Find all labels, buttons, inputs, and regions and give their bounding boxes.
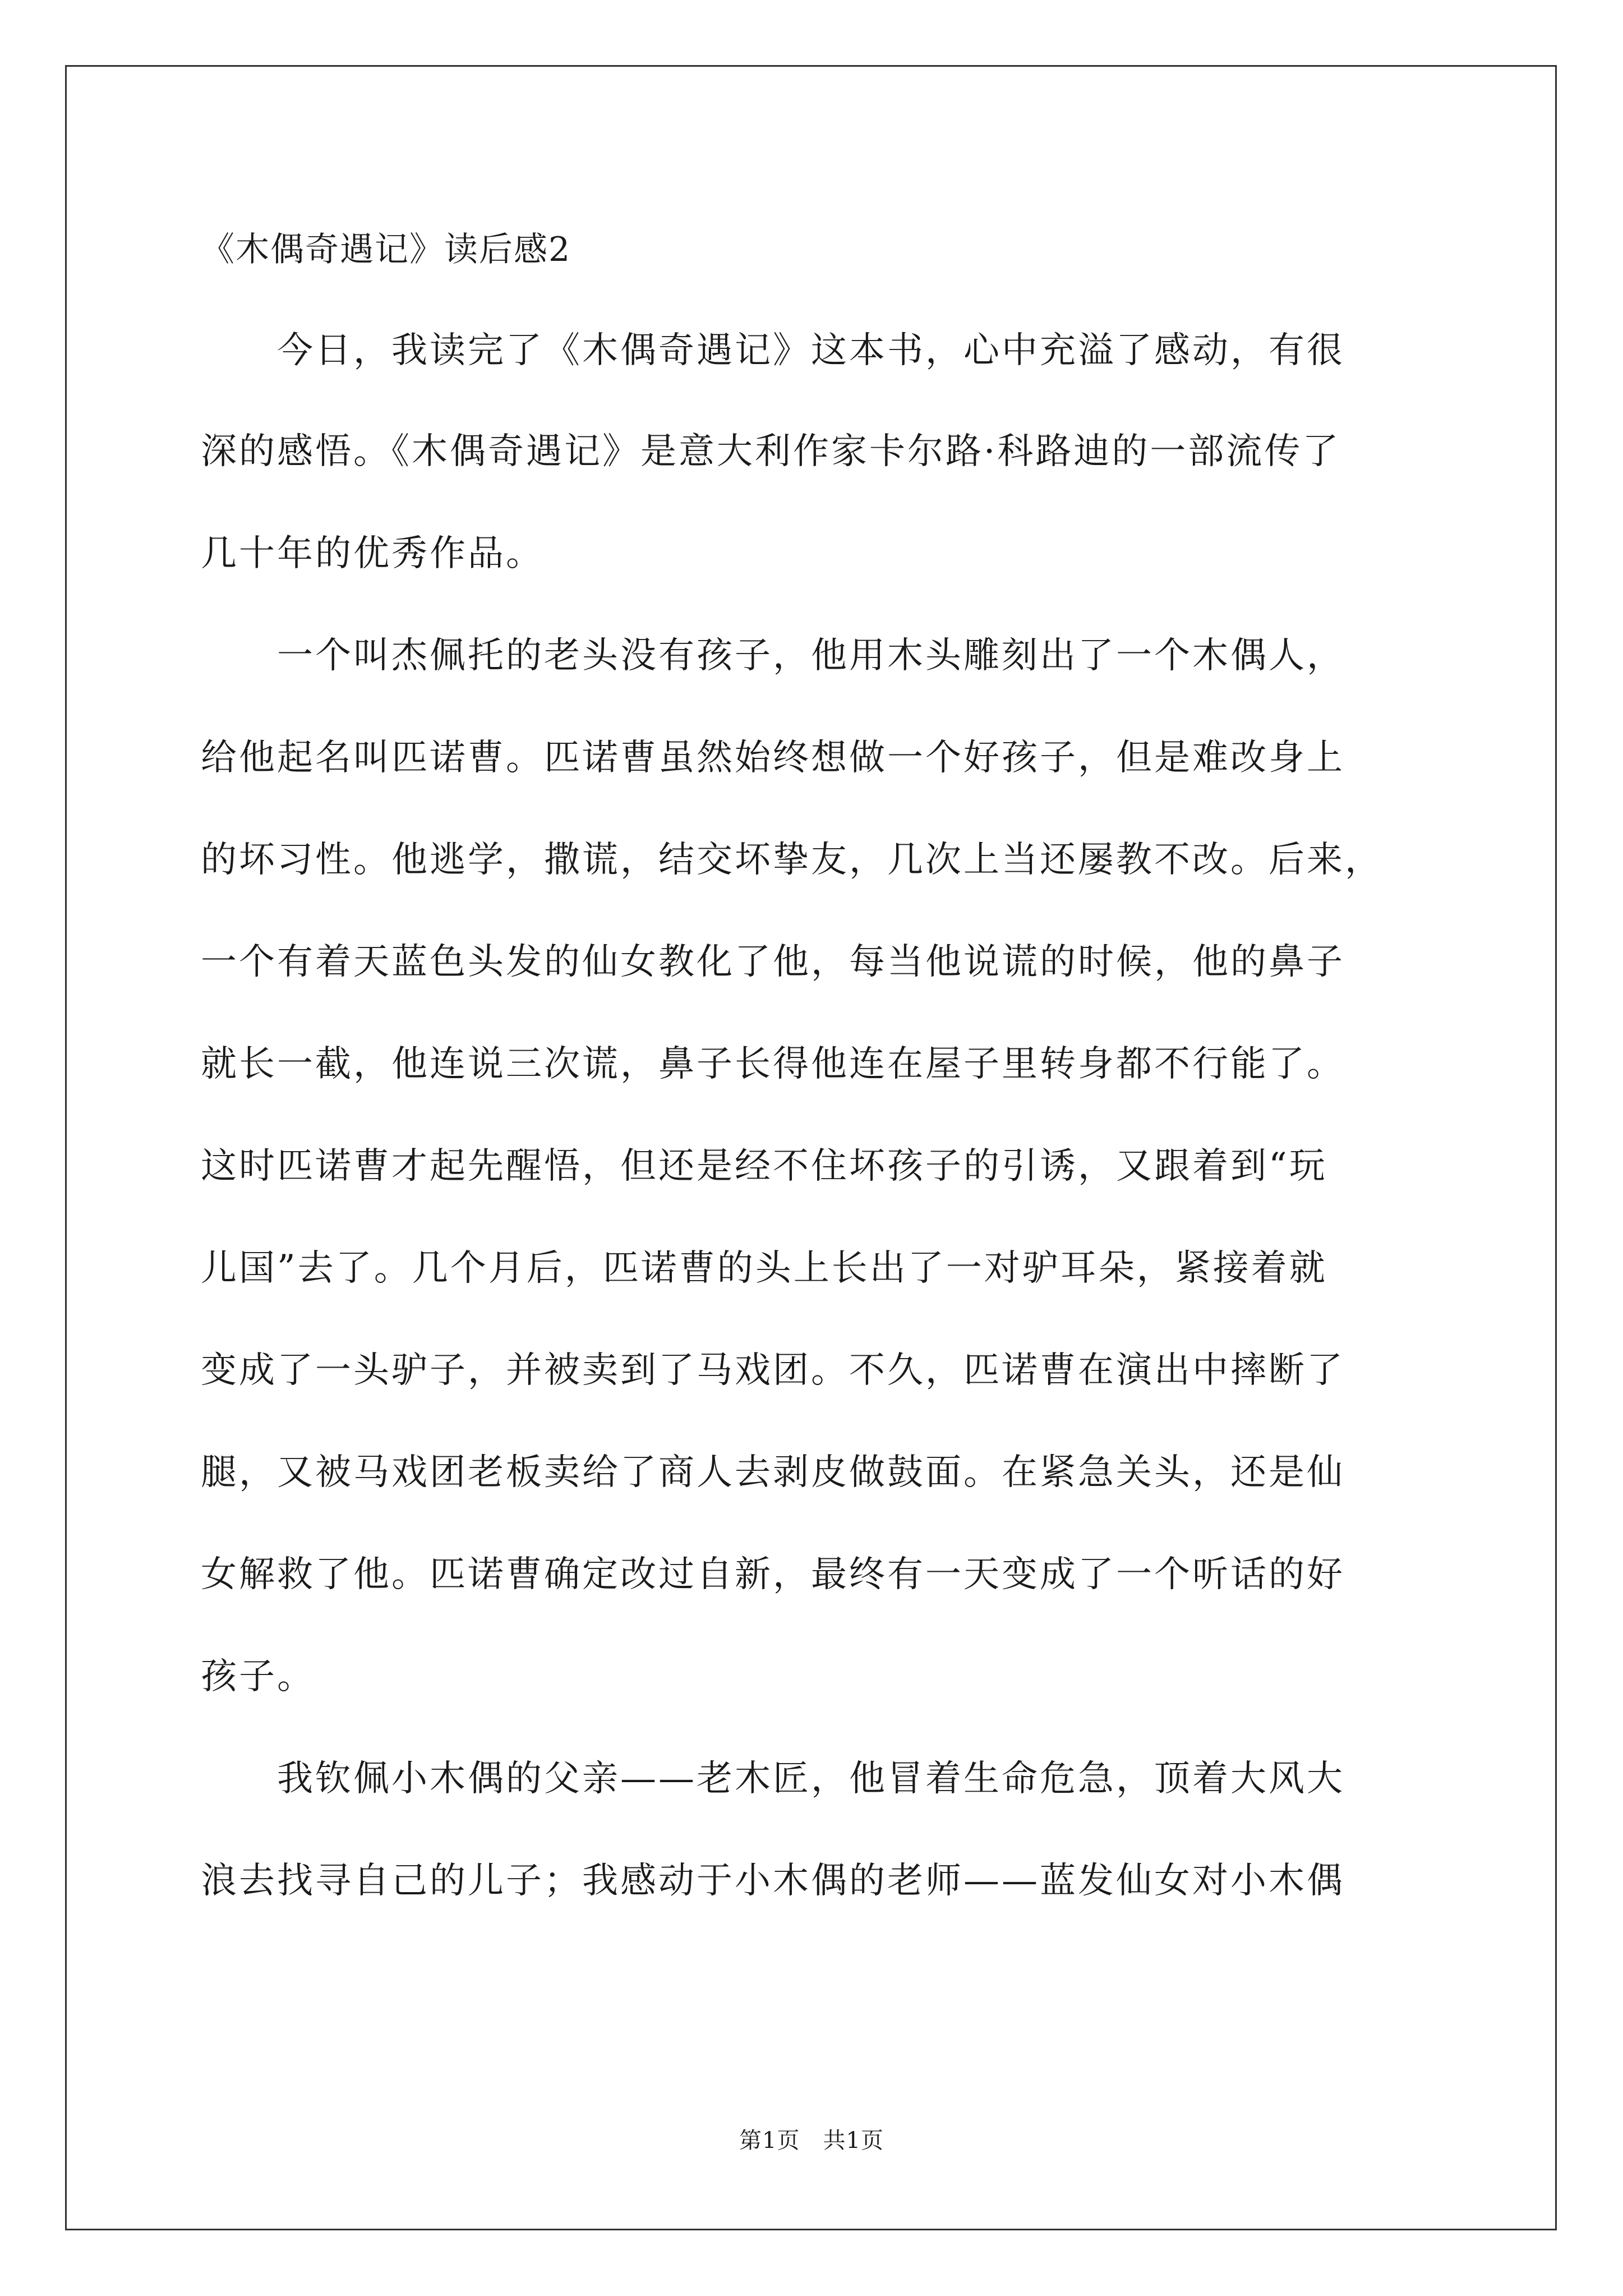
text-line-8: 就长一截，他连说三次谎，鼻子长得他连在屋子里转身都不行能了。 [201,1043,1345,1085]
page-number-footer: 第1页 共1页 [739,2128,884,2154]
text-line-14: 孩子。 [201,1656,315,1697]
text-line-12: 腿，又被马戏团老板卖给了商人去剥皮做鼓面。在紧急关头，还是仙 [201,1452,1345,1493]
text-line-1: 今日，我读完了《木偶奇遇记》这本书，心中充溢了感动，有很 [201,330,1345,371]
document-title: 《木偶奇遇记》读后感2 [201,230,571,269]
text-line-3: 几十年的优秀作品。 [201,533,544,574]
text-line-13: 女解救了他。匹诺曹确定改过自新，最终有一天变成了一个听话的好 [201,1554,1345,1595]
text-line-15: 我钦佩小木偶的父亲——老木匠，他冒着生命危急，顶着大风大 [201,1758,1345,1800]
text-line-4: 一个叫杰佩托的老头没有孩子，他用木头雕刻出了一个木偶人， [201,635,1345,677]
text-line-16: 浪去找寻自己的儿子；我感动于小木偶的老师——蓝发仙女对小木偶 [201,1860,1345,1902]
text-line-2: 深的感悟。《木偶奇遇记》是意大利作家卡尔路·科路迪的一部流传了 [201,431,1341,472]
text-line-11: 变成了一头驴子，并被卖到了马戏团。不久，匹诺曹在演出中摔断了 [201,1350,1345,1391]
text-line-7: 一个有着天蓝色头发的仙女教化了他，每当他说谎的时候，他的鼻子 [201,941,1345,983]
text-line-9: 这时匹诺曹才起先醒悟，但还是经不住坏孩子的引诱，又跟着到“玩 [201,1145,1327,1187]
text-line-5: 给他起名叫匹诺曹。匹诺曹虽然始终想做一个好孩子，但是难改身上 [201,737,1345,779]
text-line-10: 儿国”去了。几个月后，匹诺曹的头上长出了一对驴耳朵，紧接着就 [201,1248,1327,1289]
text-line-6: 的坏习性。他逃学，撒谎，结交坏挚友，几次上当还屡教不改。后来， [201,839,1383,881]
